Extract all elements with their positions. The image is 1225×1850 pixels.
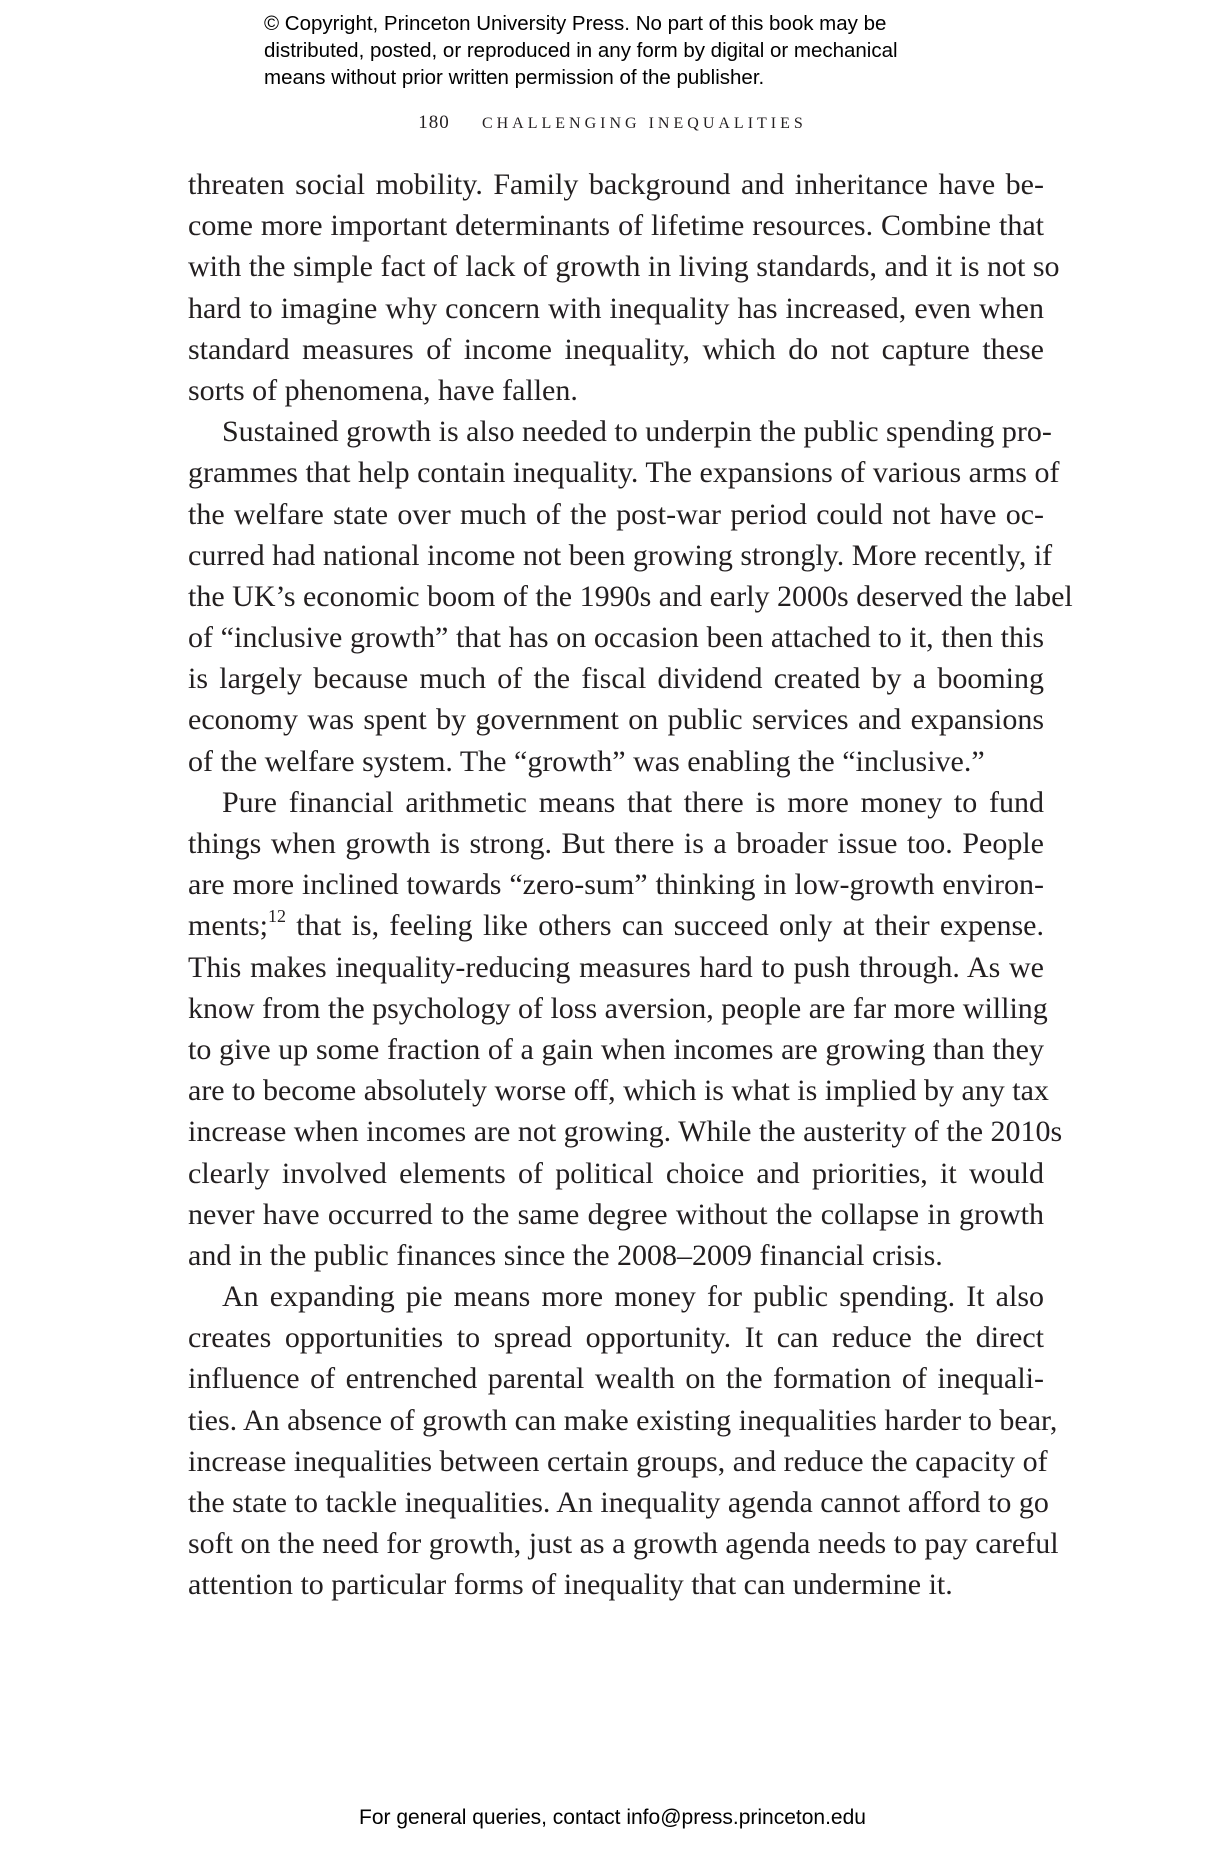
text-line: and in the public finances since the 2008–2009 financial crisis. (188, 1238, 943, 1272)
text-line-with-footnote (188, 905, 1044, 946)
text-line: Sustained growth is also needed to underpin the public spending pro- (222, 415, 1052, 449)
text-line: influence of entrenched parental wealth on the formation of inequali- (188, 1362, 1044, 1396)
body-text (188, 164, 1073, 1606)
text-line: This makes inequality-reducing measures hard to push through. As we (188, 950, 1044, 984)
text-line: to give up some fraction of a gain when incomes are growing than they (188, 1032, 1044, 1066)
text-line: clearly involved elements of political choice and priorities, it would (188, 1156, 1044, 1190)
text-line: soft on the need for growth, just as a growth agenda needs to pay careful (188, 1527, 1059, 1561)
text-line: ties. An absence of growth can make existing inequalities harder to bear, (188, 1403, 1058, 1437)
text-line: sorts of phenomena, have fallen. (188, 373, 578, 407)
text-line: threaten social mobility. Family background and inheritance have be- (188, 168, 1044, 201)
copyright-notice (264, 10, 1024, 91)
text-line: come more important determinants of lifetime resources. Combine that (188, 209, 1044, 243)
paragraph (188, 411, 1073, 782)
footnote-marker[interactable]: 12 (268, 906, 286, 927)
text-line: is largely because much of the fiscal dividend created by a booming (188, 662, 1044, 696)
text-line: Pure financial arithmetic means that there is more money to fund (222, 785, 1044, 819)
text-line: curred had national income not been growing strongly. More recently, if (188, 538, 1053, 572)
text-line: increase when incomes are not growing. While the austerity of the 2010s (188, 1115, 1063, 1149)
text-line: hard to imagine why concern with inequality has increased, even when (188, 291, 1044, 325)
text-line: the UK’s economic boom of the 1990s and early 2000s deserved the label (188, 579, 1073, 613)
text-line: the state to tackle inequalities. An inequality agenda cannot afford to go (188, 1486, 1049, 1519)
text-line: grammes that help contain inequality. The expansions of various arms of (188, 456, 1060, 490)
text-line: of “inclusive growth” that has on occasion been attached to it, then this (188, 621, 1044, 655)
paragraph (188, 782, 1063, 1276)
text-line: creates opportunities to spread opportunity. It can reduce the direct (188, 1321, 1044, 1355)
text-line: know from the psychology of loss aversion, people are far more willing (188, 991, 1048, 1025)
text-fragment: ments; (188, 909, 268, 943)
text-line: never have occurred to the same degree without the collapse in growth (188, 1197, 1044, 1231)
footer-contact: For general queries, contact info@press.princeton.edu (359, 1806, 866, 1829)
copyright-line: © Copyright, Princeton University Press. No part of this book may be (264, 12, 887, 35)
running-head (0, 112, 1225, 134)
text-line: attention to particular forms of inequality that can undermine it. (188, 1568, 953, 1602)
paragraph (188, 1276, 1059, 1606)
text-line: standard measures of income inequality, which do not capture these (188, 332, 1044, 366)
chapter-title: CHALLENGING INEQUALITIES (481, 115, 807, 132)
text-line: of the welfare system. The “growth” was enabling the “inclusive.” (188, 744, 985, 778)
page-number: 180 (418, 112, 450, 133)
text-line: are to become absolutely worse off, which is what is implied by any tax (188, 1074, 1049, 1108)
copyright-line: distributed, posted, or reproduced in any form by digital or mechanical (264, 39, 898, 62)
paragraph (188, 164, 1060, 411)
text-line: things when growth is strong. But there is a broader issue too. People (188, 827, 1044, 860)
text-line: with the simple fact of lack of growth in living standards, and it is not so (188, 250, 1060, 284)
text-fragment: that is, feeling like others can succeed only at their expense. (286, 909, 1044, 943)
text-line: the welfare state over much of the post-war period could not have oc- (188, 497, 1044, 531)
text-line: are more inclined towards “zero-sum” thinking in low-growth environ- (188, 868, 1044, 902)
copyright-line: means without prior written permission of the publisher. (264, 66, 765, 89)
text-line: increase inequalities between certain groups, and reduce the capacity of (188, 1444, 1048, 1478)
text-line: economy was spent by government on public services and expansions (188, 703, 1044, 737)
text-line: An expanding pie means more money for public spending. It also (222, 1280, 1044, 1314)
